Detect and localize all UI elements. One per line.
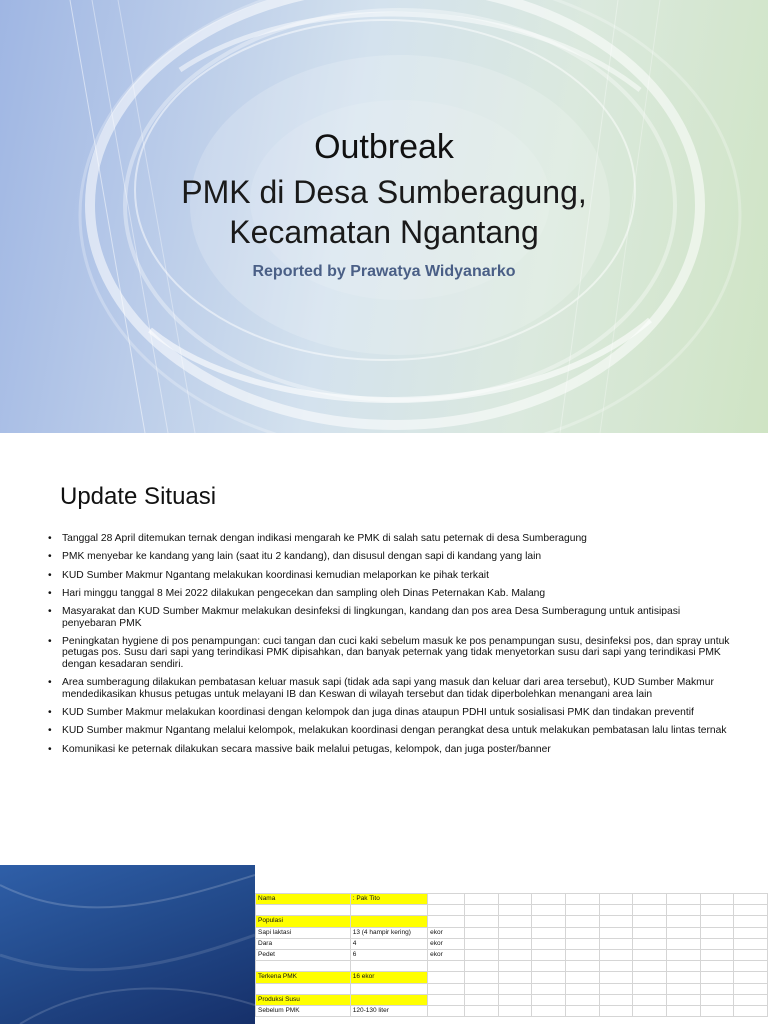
empty-cell bbox=[599, 961, 633, 972]
table-cell bbox=[350, 983, 427, 994]
empty-cell bbox=[566, 994, 600, 1005]
reporter-line: Reported by Prawatya Widyanarko bbox=[252, 263, 516, 280]
empty-cell bbox=[566, 961, 600, 972]
table-cell bbox=[428, 994, 465, 1005]
bullet-list bbox=[48, 533, 730, 762]
table-row bbox=[256, 927, 768, 938]
empty-cell bbox=[532, 950, 566, 961]
empty-cell bbox=[465, 927, 499, 938]
empty-cell bbox=[700, 905, 734, 916]
empty-cell bbox=[566, 916, 600, 927]
empty-cell bbox=[666, 938, 700, 949]
table-cell bbox=[350, 905, 427, 916]
list-item bbox=[48, 570, 730, 582]
table-row bbox=[256, 905, 768, 916]
empty-cell bbox=[633, 972, 667, 983]
empty-cell bbox=[498, 927, 532, 938]
table-cell bbox=[428, 905, 465, 916]
empty-cell bbox=[498, 950, 532, 961]
bullet-text: KUD Sumber makmur Ngantang melalui kelompok, melakukan koordinasi dengan perangkat desa untuk melakukan pembatasan lalu lintas ternak bbox=[62, 725, 727, 737]
empty-cell bbox=[465, 894, 499, 905]
empty-cell bbox=[633, 894, 667, 905]
empty-cell bbox=[666, 894, 700, 905]
empty-cell bbox=[498, 916, 532, 927]
subtitle-line-1: PMK di Desa Sumberagung, bbox=[181, 174, 587, 210]
bullet-text: PMK menyebar ke kandang yang lain (saat itu 2 kandang), dan disusul dengan sapi di kandang yang lain bbox=[62, 551, 542, 563]
empty-cell bbox=[465, 938, 499, 949]
empty-cell bbox=[633, 905, 667, 916]
empty-cell bbox=[532, 1005, 566, 1016]
empty-cell bbox=[465, 916, 499, 927]
empty-cell bbox=[532, 905, 566, 916]
table-cell: Terkena PMK bbox=[256, 972, 351, 983]
empty-cell bbox=[734, 950, 768, 961]
table-cell: ekor bbox=[428, 927, 465, 938]
empty-cell bbox=[700, 950, 734, 961]
empty-cell bbox=[566, 972, 600, 983]
blue-decorative-panel bbox=[0, 865, 255, 1024]
empty-cell bbox=[700, 916, 734, 927]
empty-cell bbox=[532, 927, 566, 938]
empty-cell bbox=[599, 1005, 633, 1016]
table-cell: 16 ekor bbox=[350, 972, 427, 983]
empty-cell bbox=[566, 905, 600, 916]
empty-cell bbox=[599, 927, 633, 938]
bullet-text: KUD Sumber Makmur Ngantang melakukan koordinasi kemudian melaporkan ke pihak terkait bbox=[62, 569, 489, 581]
empty-cell bbox=[734, 916, 768, 927]
empty-cell bbox=[465, 905, 499, 916]
empty-cell bbox=[498, 1005, 532, 1016]
table-cell: : Pak Tito bbox=[350, 894, 427, 905]
empty-cell bbox=[566, 927, 600, 938]
table-row bbox=[256, 916, 768, 927]
bullet-icon: • bbox=[48, 533, 52, 544]
empty-cell bbox=[666, 983, 700, 994]
empty-cell bbox=[599, 950, 633, 961]
empty-cell bbox=[633, 950, 667, 961]
empty-cell bbox=[666, 961, 700, 972]
table-cell: Nama bbox=[256, 894, 351, 905]
section-title: Update Situasi bbox=[60, 483, 217, 510]
title-slide bbox=[0, 0, 768, 433]
empty-cell bbox=[566, 938, 600, 949]
data-table bbox=[255, 893, 768, 1017]
empty-cell bbox=[532, 938, 566, 949]
table-row bbox=[256, 894, 768, 905]
empty-cell bbox=[734, 1005, 768, 1016]
list-item bbox=[48, 725, 730, 737]
empty-cell bbox=[666, 927, 700, 938]
table-cell: Sapi laktasi bbox=[256, 927, 351, 938]
table-cell bbox=[256, 905, 351, 916]
table-cell: 120-130 liter bbox=[350, 1005, 427, 1016]
empty-cell bbox=[633, 983, 667, 994]
empty-cell bbox=[734, 983, 768, 994]
bullet-text: Area sumberagung dilakukan pembatasan keluar masuk sapi (tidak ada sapi yang masuk dan keluar dari area tersebut), KUD Sumber Makmur mendedikasikan khusus petugas untuk melayani IB dan Keswan di wilayah tersebut dan tidak diperbolehkan menangani area lain bbox=[62, 677, 714, 700]
empty-cell bbox=[498, 972, 532, 983]
table-row bbox=[256, 950, 768, 961]
table-row bbox=[256, 994, 768, 1005]
empty-cell bbox=[633, 961, 667, 972]
empty-cell bbox=[700, 972, 734, 983]
empty-cell bbox=[498, 905, 532, 916]
bullet-text: KUD Sumber Makmur melakukan koordinasi dengan kelompok dan juga dinas ataupun PDHI untuk sosialisasi PMK dan tindakan preventif bbox=[62, 707, 694, 719]
table-cell: ekor bbox=[428, 950, 465, 961]
table-cell bbox=[256, 961, 351, 972]
empty-cell bbox=[566, 894, 600, 905]
update-situasi-slide bbox=[0, 433, 768, 837]
empty-cell bbox=[465, 1005, 499, 1016]
table-cell bbox=[428, 983, 465, 994]
empty-cell bbox=[734, 927, 768, 938]
table-cell bbox=[350, 916, 427, 927]
list-item bbox=[48, 744, 730, 756]
empty-cell bbox=[532, 972, 566, 983]
empty-cell bbox=[566, 950, 600, 961]
empty-cell bbox=[498, 938, 532, 949]
table-cell: Sebelum PMK bbox=[256, 1005, 351, 1016]
bullet-text: Hari minggu tanggal 8 Mei 2022 dilakukan pengecekan dan sampling oleh Dinas Peternakan Kab. Malang bbox=[62, 587, 546, 599]
empty-cell bbox=[700, 961, 734, 972]
bullet-icon: • bbox=[48, 725, 52, 737]
empty-cell bbox=[633, 938, 667, 949]
table-cell: 4 bbox=[350, 938, 427, 949]
empty-cell bbox=[465, 983, 499, 994]
list-item bbox=[48, 551, 730, 563]
empty-cell bbox=[599, 938, 633, 949]
list-item bbox=[48, 588, 730, 600]
table-cell bbox=[350, 994, 427, 1005]
empty-cell bbox=[599, 972, 633, 983]
panel-swirl-decoration bbox=[0, 865, 255, 1024]
empty-cell bbox=[734, 938, 768, 949]
empty-cell bbox=[700, 994, 734, 1005]
table-cell bbox=[428, 1005, 465, 1016]
empty-cell bbox=[666, 905, 700, 916]
table-cell: 6 bbox=[350, 950, 427, 961]
table-cell bbox=[428, 972, 465, 983]
empty-cell bbox=[734, 905, 768, 916]
empty-cell bbox=[498, 961, 532, 972]
bullet-text: Komunikasi ke peternak dilakukan secara massive baik melalui petugas, kelompok, dan juga poster/banner bbox=[62, 743, 551, 755]
table-row bbox=[256, 983, 768, 994]
empty-cell bbox=[532, 916, 566, 927]
empty-cell bbox=[498, 983, 532, 994]
empty-cell bbox=[532, 983, 566, 994]
spreadsheet bbox=[255, 865, 768, 1024]
empty-cell bbox=[599, 894, 633, 905]
empty-cell bbox=[666, 1005, 700, 1016]
empty-cell bbox=[566, 983, 600, 994]
bullet-text: Masyarakat dan KUD Sumber Makmur melakukan desinfeksi di lingkungan, kandang dan pos area Desa Sumberagung untuk antisipasi penyebaran PMK bbox=[62, 606, 681, 629]
table-row bbox=[256, 938, 768, 949]
bullet-icon: • bbox=[48, 606, 52, 618]
table-cell bbox=[350, 961, 427, 972]
empty-cell bbox=[666, 994, 700, 1005]
bullet-icon: • bbox=[48, 551, 52, 563]
list-item bbox=[48, 677, 730, 700]
table-cell: ekor bbox=[428, 938, 465, 949]
empty-cell bbox=[465, 994, 499, 1005]
table-row bbox=[256, 961, 768, 972]
empty-cell bbox=[734, 994, 768, 1005]
empty-cell bbox=[633, 927, 667, 938]
empty-cell bbox=[498, 994, 532, 1005]
empty-cell bbox=[599, 983, 633, 994]
empty-cell bbox=[465, 950, 499, 961]
list-item bbox=[48, 533, 730, 545]
empty-cell bbox=[666, 972, 700, 983]
empty-cell bbox=[700, 927, 734, 938]
empty-cell bbox=[532, 894, 566, 905]
empty-cell bbox=[465, 961, 499, 972]
empty-cell bbox=[700, 894, 734, 905]
table-cell bbox=[428, 894, 465, 905]
table-cell: Populasi bbox=[256, 916, 351, 927]
empty-cell bbox=[666, 916, 700, 927]
empty-cell bbox=[700, 1005, 734, 1016]
empty-cell bbox=[734, 894, 768, 905]
data-slide bbox=[0, 865, 768, 1024]
subtitle-line-2: Kecamatan Ngantang bbox=[229, 214, 539, 250]
empty-cell bbox=[599, 905, 633, 916]
table-row bbox=[256, 1005, 768, 1016]
list-item bbox=[48, 636, 730, 671]
table-cell: Produksi Susu bbox=[256, 994, 351, 1005]
slide-title: Outbreak bbox=[314, 128, 454, 166]
table-cell bbox=[428, 961, 465, 972]
empty-cell bbox=[599, 916, 633, 927]
list-item bbox=[48, 606, 730, 629]
bullet-text: Tanggal 28 April ditemukan ternak dengan indikasi mengarah ke PMK di salah satu peternak di desa Sumberagung bbox=[62, 533, 587, 544]
table-cell: 13 (4 hampir kering) bbox=[350, 927, 427, 938]
empty-cell bbox=[633, 1005, 667, 1016]
empty-cell bbox=[734, 972, 768, 983]
table-cell bbox=[428, 916, 465, 927]
empty-cell bbox=[633, 994, 667, 1005]
bullet-icon: • bbox=[48, 707, 52, 719]
empty-cell bbox=[734, 961, 768, 972]
table-cell bbox=[256, 983, 351, 994]
bullet-icon: • bbox=[48, 677, 52, 689]
table-cell: Pedet bbox=[256, 950, 351, 961]
empty-cell bbox=[700, 938, 734, 949]
empty-cell bbox=[465, 972, 499, 983]
empty-cell bbox=[532, 961, 566, 972]
empty-cell bbox=[700, 983, 734, 994]
bullet-icon: • bbox=[48, 569, 52, 581]
empty-cell bbox=[599, 994, 633, 1005]
bullet-text: Peningkatan hygiene di pos penampungan: cuci tangan dan cuci kaki sebelum masuk ke pos penampungan susu, desinfeksi pos, dan spray untuk petugas pos. Susu dari sapi yang terindikasi PMK dipisahkan, dan banyak peternak yang tidak menyetorkan susu dari sapi yang terindikasi PMK dengan kesadaran sendiri. bbox=[62, 635, 730, 670]
bullet-icon: • bbox=[48, 587, 52, 599]
empty-cell bbox=[633, 916, 667, 927]
empty-cell bbox=[532, 994, 566, 1005]
bullet-icon: • bbox=[48, 743, 52, 755]
table-row bbox=[256, 972, 768, 983]
empty-cell bbox=[498, 894, 532, 905]
empty-cell bbox=[666, 950, 700, 961]
slide-subtitle bbox=[0, 172, 768, 252]
table-cell: Dara bbox=[256, 938, 351, 949]
list-item bbox=[48, 707, 730, 719]
bullet-icon: • bbox=[48, 635, 52, 647]
empty-cell bbox=[566, 1005, 600, 1016]
